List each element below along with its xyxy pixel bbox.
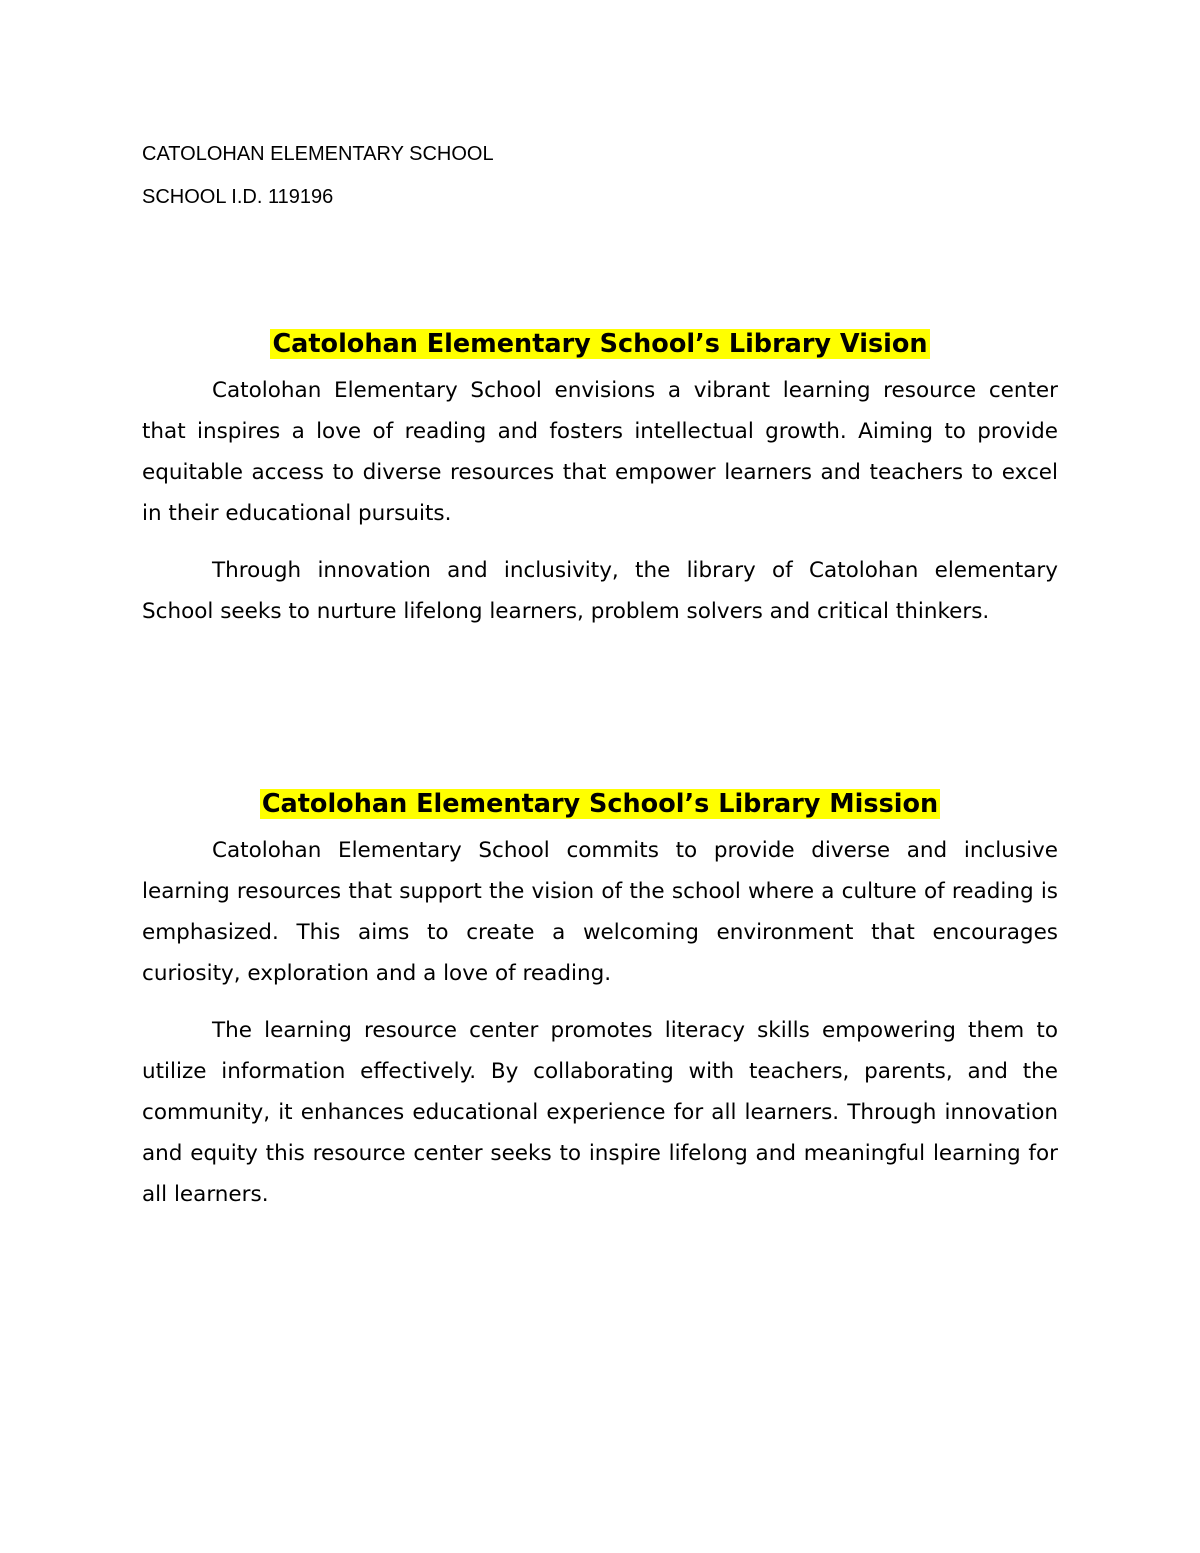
mission-heading-text: Catolohan Elementary School’s Library Mission: [261, 789, 939, 819]
vision-heading: [142, 326, 1058, 362]
school-name: CATOLOHAN ELEMENTARY SCHOOL: [142, 143, 494, 165]
vision-section: [142, 326, 1058, 632]
vision-paragraph-1: Catolohan Elementary School envisions a vibrant learning resource center that inspires a love of reading and fosters intellectual growth. Aiming to provide equitable access to diverse resources that empower learners and teachers to excel in their educational pursuits.: [142, 378, 1058, 526]
mission-paragraph-2: The learning resource center promotes literacy skills empowering them to utilize information effectively. By collaborating with teachers, parents, and the community, it enhances educational experience for all learners. Through innovation and equity this resource center seeks to inspire lifelong and meaningful learning for all learners.: [142, 1018, 1058, 1207]
mission-heading: [142, 786, 1058, 822]
vision-paragraph-2: Through innovation and inclusivity, the library of Catolohan elementary School seeks to nurture lifelong learners, problem solvers and critical thinkers.: [142, 558, 1058, 624]
school-id: SCHOOL I.D. 119196: [142, 186, 334, 208]
mission-paragraph-1: Catolohan Elementary School commits to provide diverse and inclusive learning resources that support the vision of the school where a culture of reading is emphasized. This aims to create a welcoming environment that encourages curiosity, exploration and a love of reading.: [142, 838, 1058, 986]
vision-heading-text: Catolohan Elementary School’s Library Vision: [272, 329, 928, 359]
mission-section: [142, 786, 1058, 1215]
